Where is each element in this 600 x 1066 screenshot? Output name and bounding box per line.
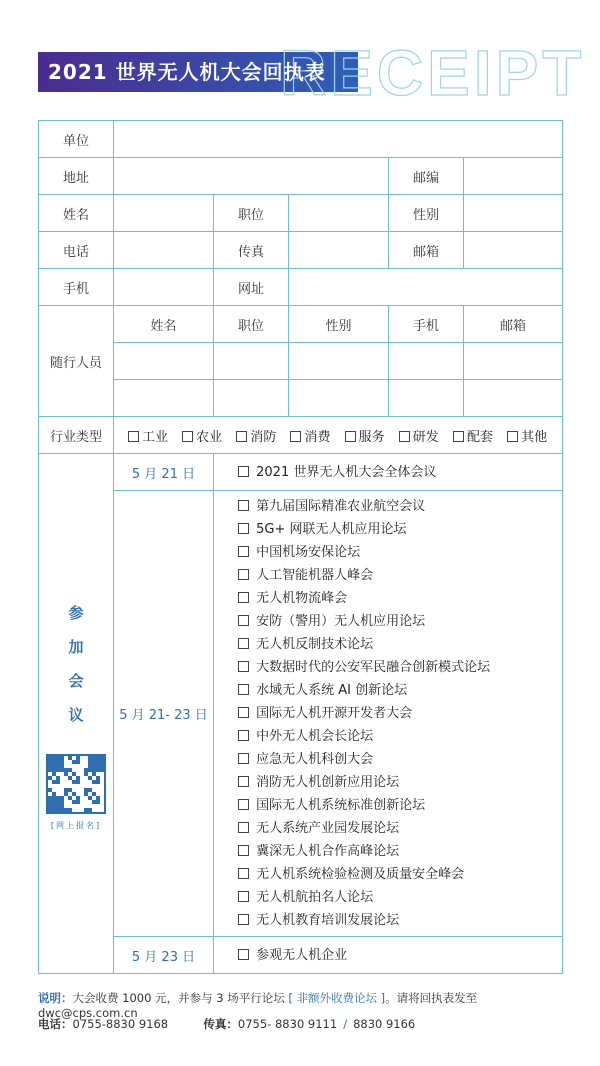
session-date: 5 月 21 日 <box>114 454 214 491</box>
companion-col-gender: 性别 <box>289 306 389 343</box>
companion-col-name: 姓名 <box>114 306 214 343</box>
conference-option[interactable]: 无人机航拍名人论坛 <box>238 886 562 909</box>
receipt-form-table <box>38 120 563 974</box>
address-label: 地址 <box>39 158 114 195</box>
session-items <box>214 937 563 974</box>
page-title: 2021 世界无人机大会回执表 <box>48 60 326 84</box>
checkbox-icon[interactable] <box>236 431 247 442</box>
conference-option[interactable]: 2021 世界无人机大会全体会议 <box>238 461 562 484</box>
conference-option[interactable]: 应急无人机科创大会 <box>238 748 562 771</box>
checkbox-icon[interactable] <box>238 776 249 787</box>
checkbox-icon[interactable] <box>238 523 249 534</box>
checkbox-icon[interactable] <box>238 845 249 856</box>
session-row <box>39 454 563 491</box>
companion-cell[interactable] <box>389 343 464 380</box>
checkbox-icon[interactable] <box>399 431 410 442</box>
email-field[interactable] <box>464 232 563 269</box>
conference-option[interactable]: 消防无人机创新应用论坛 <box>238 771 562 794</box>
qr-code[interactable] <box>46 754 106 814</box>
checkbox-icon[interactable] <box>182 431 193 442</box>
industry-option[interactable]: 工业 <box>128 426 168 445</box>
phone-field[interactable] <box>114 232 214 269</box>
unit-field[interactable] <box>114 121 563 158</box>
row-companions-header <box>39 306 563 343</box>
checkbox-icon[interactable] <box>238 500 249 511</box>
gender-label: 性别 <box>389 195 464 232</box>
note-label: 说明： <box>38 991 73 1005</box>
row-address <box>39 158 563 195</box>
industry-option[interactable]: 农业 <box>182 426 222 445</box>
session-items <box>214 491 563 937</box>
footer-contact <box>38 1016 415 1032</box>
position-field[interactable] <box>289 195 389 232</box>
companion-cell[interactable] <box>114 380 214 417</box>
conference-option[interactable]: 国际无人机系统标准创新论坛 <box>238 794 562 817</box>
companion-cell[interactable] <box>289 343 389 380</box>
companion-cell[interactable] <box>464 343 563 380</box>
checkbox-icon[interactable] <box>238 868 249 879</box>
industry-option[interactable]: 消费 <box>290 426 330 445</box>
conference-option[interactable]: 水域无人系统 AI 创新论坛 <box>238 679 562 702</box>
qr-caption: [网上报名] <box>50 821 102 830</box>
conference-option[interactable]: 参观无人机企业 <box>238 944 562 967</box>
phone-label: 电话 <box>39 232 114 269</box>
row-mobile <box>39 269 563 306</box>
note-text-email: 。请将回执表发至 dwc@cps.com.cn <box>38 991 478 1020</box>
postcode-field[interactable] <box>464 158 563 195</box>
conference-option[interactable]: 冀深无人机合作高峰论坛 <box>238 840 562 863</box>
session-row <box>39 491 563 937</box>
conference-option[interactable]: 无人机物流峰会 <box>238 587 562 610</box>
industry-options <box>114 417 563 454</box>
checkbox-icon[interactable] <box>238 615 249 626</box>
checkbox-icon[interactable] <box>238 799 249 810</box>
industry-option[interactable]: 服务 <box>345 426 385 445</box>
companion-cell[interactable] <box>289 380 389 417</box>
companion-cell[interactable] <box>214 343 289 380</box>
note-highlight: [ 非额外收费论坛 ] <box>288 991 386 1005</box>
conference-option[interactable]: 中外无人机会长论坛 <box>238 725 562 748</box>
mobile-field[interactable] <box>114 269 214 306</box>
name-field[interactable] <box>114 195 214 232</box>
companion-cell[interactable] <box>214 380 289 417</box>
website-label: 网址 <box>214 269 289 306</box>
conference-option[interactable]: 第九届国际精准农业航空会议 <box>238 495 562 518</box>
checkbox-icon[interactable] <box>238 466 249 477</box>
row-industry <box>39 417 563 454</box>
fax-value: 0755- 8830 9111 <box>237 1017 338 1031</box>
checkbox-icon[interactable] <box>290 431 301 442</box>
postcode-label: 邮编 <box>389 158 464 195</box>
companion-row <box>39 380 563 417</box>
name-label: 姓名 <box>39 195 114 232</box>
checkbox-icon[interactable] <box>507 431 518 442</box>
row-phone <box>39 232 563 269</box>
companion-cell[interactable] <box>464 380 563 417</box>
companion-col-mobile: 手机 <box>389 306 464 343</box>
conference-option[interactable]: 无人系统产业园发展论坛 <box>238 817 562 840</box>
companion-cell[interactable] <box>389 380 464 417</box>
session-row <box>39 937 563 974</box>
receipt-watermark: RECEIPT <box>280 37 586 109</box>
session-date: 5 月 21- 23 日 <box>114 491 214 937</box>
checkbox-icon[interactable] <box>238 707 249 718</box>
companion-col-email: 邮箱 <box>464 306 563 343</box>
fax-label: 传真： <box>203 1017 238 1031</box>
conference-option[interactable]: 无人机教育培训发展论坛 <box>238 909 562 932</box>
checkbox-icon[interactable] <box>238 891 249 902</box>
companion-row <box>39 343 563 380</box>
companions-label: 随行人员 <box>39 306 114 417</box>
mobile-label: 手机 <box>39 269 114 306</box>
checkbox-icon[interactable] <box>238 546 249 557</box>
fax-separator: / <box>343 1017 348 1031</box>
companion-cell[interactable] <box>114 343 214 380</box>
conference-option[interactable]: 人工智能机器人峰会 <box>238 564 562 587</box>
phone-value: 0755-8830 9168 <box>72 1017 169 1031</box>
attend-label-cell <box>39 454 114 974</box>
checkbox-icon[interactable] <box>453 431 464 442</box>
checkbox-icon[interactable] <box>238 638 249 649</box>
checkbox-icon[interactable] <box>238 684 249 695</box>
email-label: 邮箱 <box>389 232 464 269</box>
row-unit <box>39 121 563 158</box>
address-field[interactable] <box>114 158 389 195</box>
checkbox-icon[interactable] <box>238 914 249 925</box>
phone-label: 电话： <box>38 1017 73 1031</box>
conference-option[interactable]: 5G+ 网联无人机应用论坛 <box>238 518 562 541</box>
conference-option[interactable]: 中国机场安保论坛 <box>238 541 562 564</box>
checkbox-icon[interactable] <box>238 949 249 960</box>
checkbox-icon[interactable] <box>238 753 249 764</box>
unit-label: 单位 <box>39 121 114 158</box>
industry-option[interactable]: 其他 <box>507 426 547 445</box>
checkbox-icon[interactable] <box>238 592 249 603</box>
checkbox-icon[interactable] <box>238 661 249 672</box>
conference-option[interactable]: 大数据时代的公安军民融合创新模式论坛 <box>238 656 562 679</box>
fax-value: 8830 9166 <box>353 1017 416 1031</box>
companion-col-position: 职位 <box>214 306 289 343</box>
attend-label: 参 加 会 议 <box>68 604 84 724</box>
conference-option[interactable]: 安防（警用）无人机应用论坛 <box>238 610 562 633</box>
checkbox-icon[interactable] <box>128 431 139 442</box>
row-name <box>39 195 563 232</box>
fax-field[interactable] <box>289 232 389 269</box>
industry-option[interactable]: 消防 <box>236 426 276 445</box>
checkbox-icon[interactable] <box>238 822 249 833</box>
conference-option[interactable]: 无人机反制技术论坛 <box>238 633 562 656</box>
checkbox-icon[interactable] <box>238 569 249 580</box>
industry-option[interactable]: 研发 <box>399 426 439 445</box>
checkbox-icon[interactable] <box>238 730 249 741</box>
conference-option[interactable]: 无人机系统检验检测及质量安全峰会 <box>238 863 562 886</box>
industry-label: 行业类型 <box>39 417 114 454</box>
fax-label: 传真 <box>214 232 289 269</box>
gender-field[interactable] <box>464 195 563 232</box>
conference-option[interactable]: 国际无人机开源开发者大会 <box>238 702 562 725</box>
checkbox-icon[interactable] <box>345 431 356 442</box>
website-field[interactable] <box>289 269 563 306</box>
industry-option[interactable]: 配套 <box>453 426 493 445</box>
session-items <box>214 454 563 491</box>
position-label: 职位 <box>214 195 289 232</box>
note-text: 大会收费 1000 元，并参与 3 场平行论坛 <box>72 991 289 1005</box>
session-date: 5 月 23 日 <box>114 937 214 974</box>
